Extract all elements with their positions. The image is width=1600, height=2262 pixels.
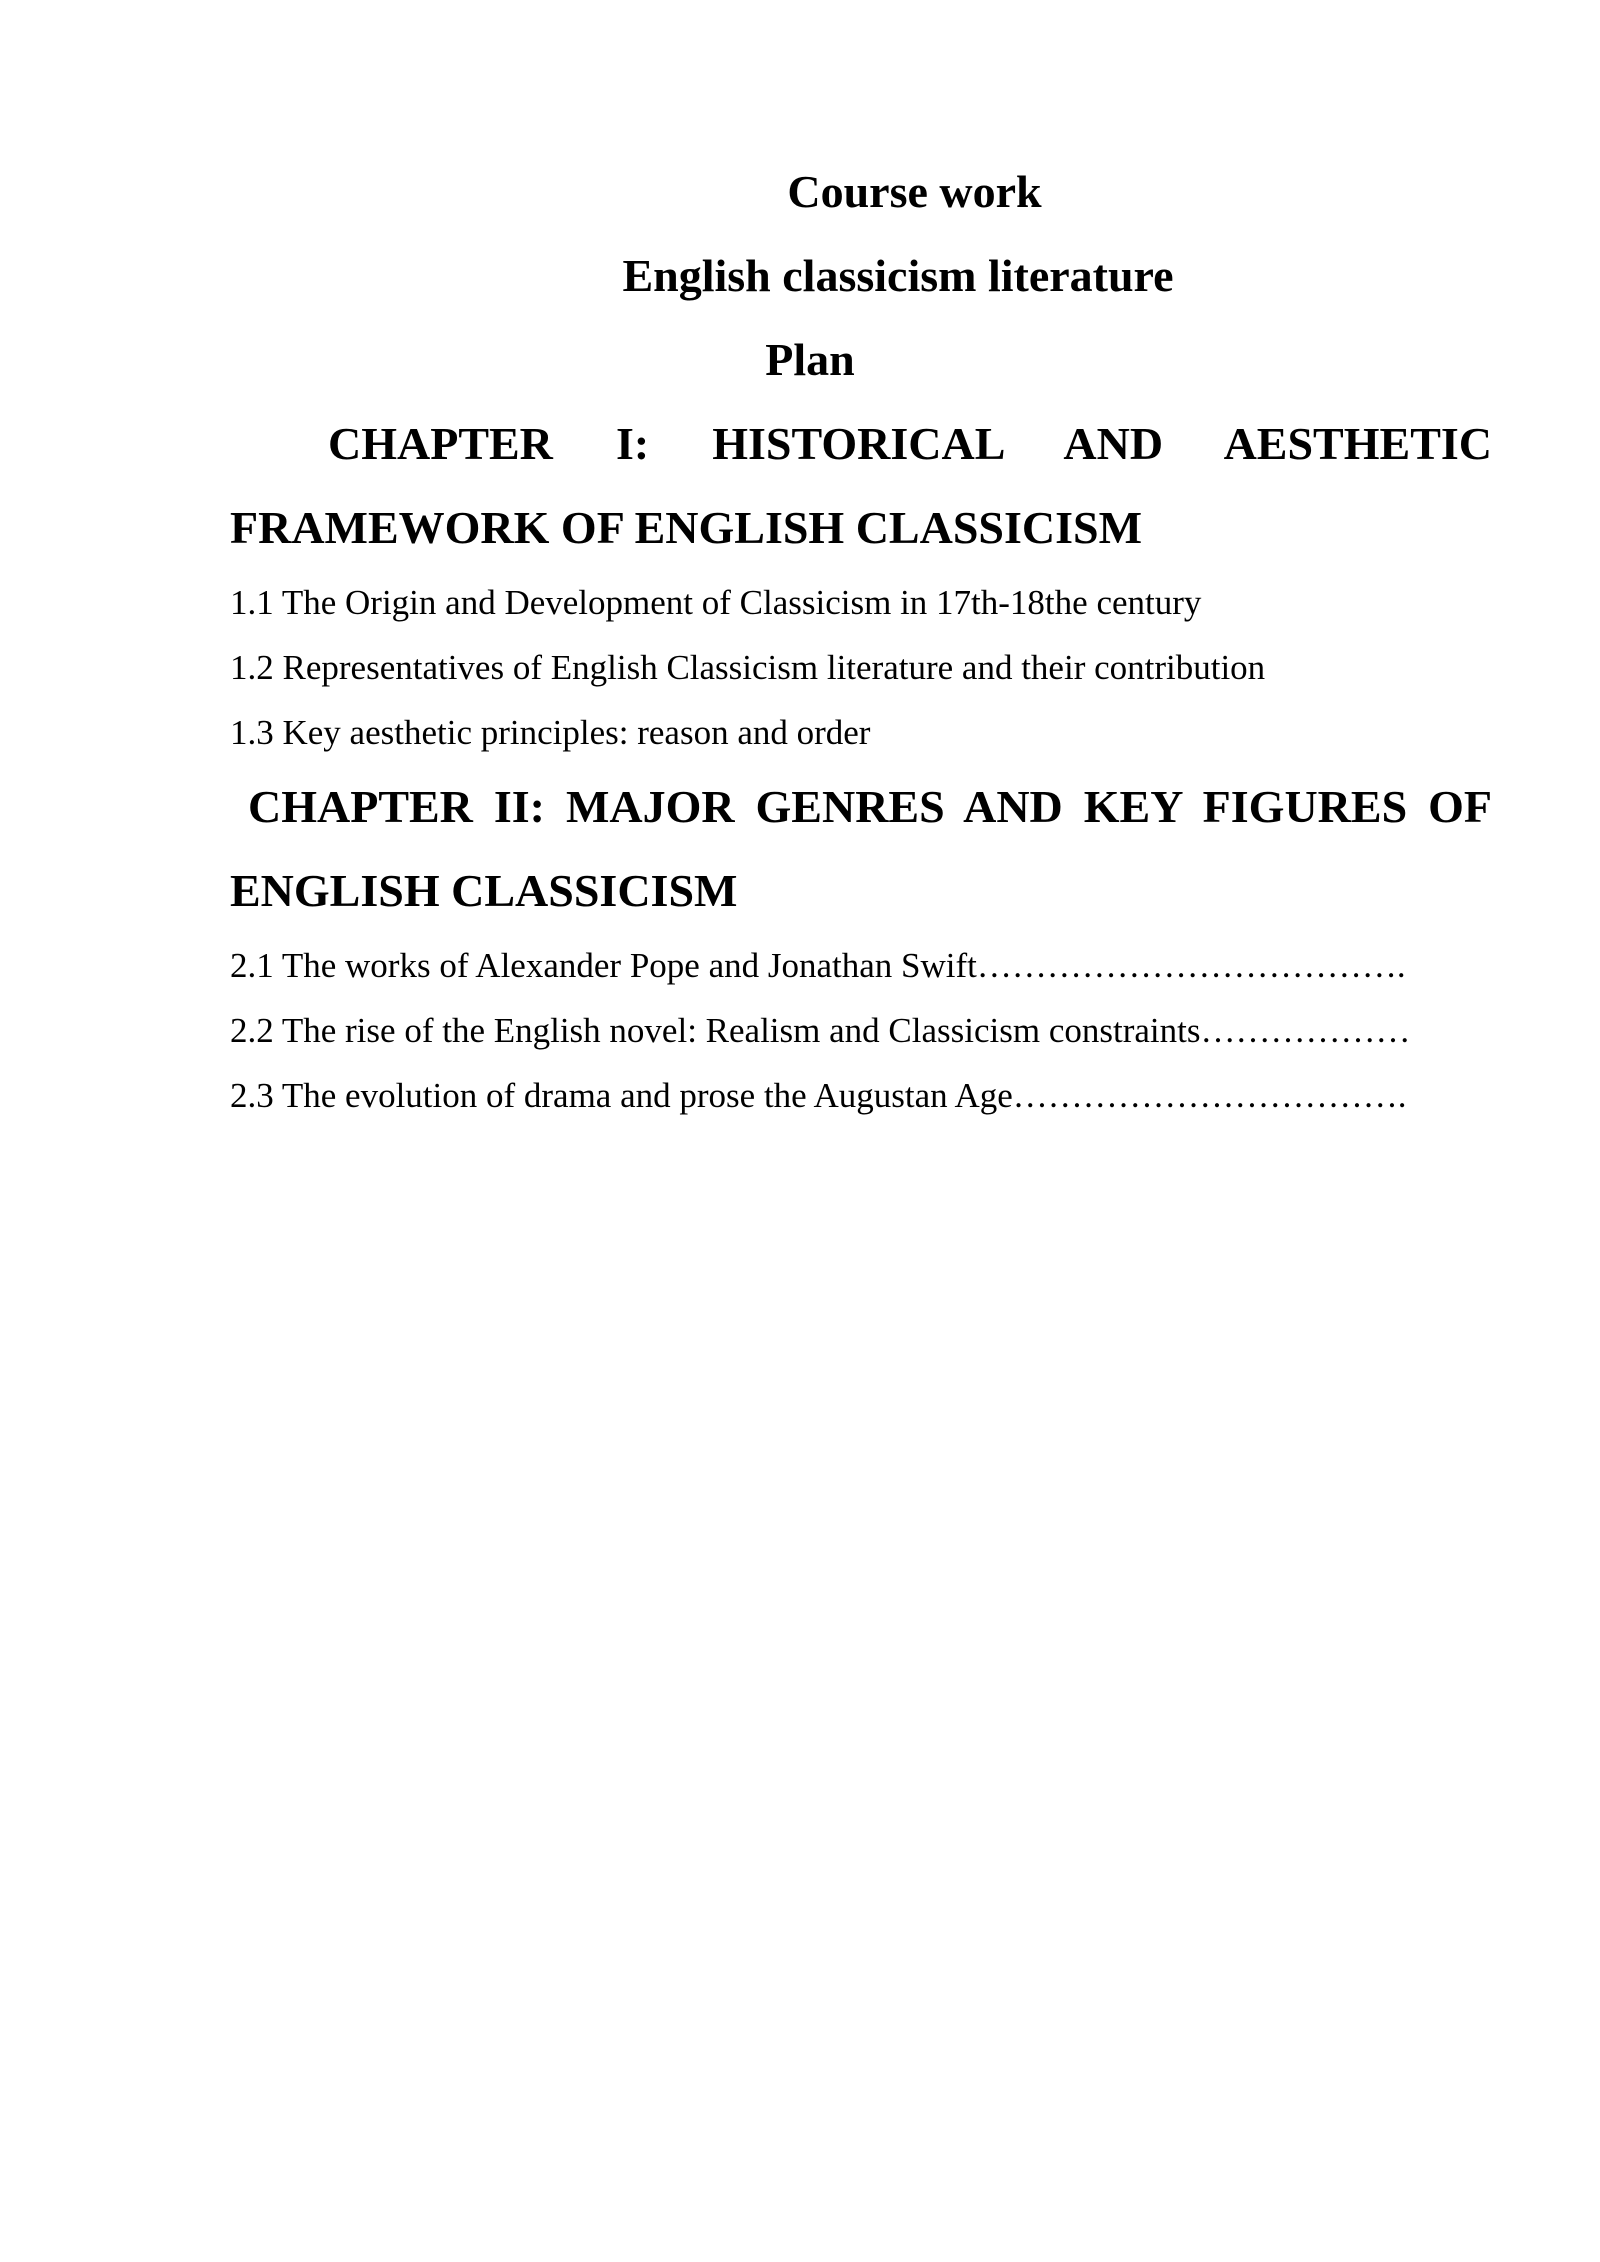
plan-heading: Plan bbox=[765, 334, 855, 385]
plan-item: 2.2 The rise of the English novel: Realism and Classicism constraints……………… bbox=[230, 1011, 1411, 1050]
chapter-heading: CHAPTER II: MAJOR GENRES AND KEY FIGURES OF ENGLISH CLASSICISM bbox=[230, 781, 1492, 916]
plan-item: 1.3 Key aesthetic principles: reason and order bbox=[230, 713, 871, 752]
plan-item: 2.3 The evolution of drama and prose the Augustan Age……………………………. bbox=[230, 1076, 1407, 1115]
document-subtitle: English classicism literature bbox=[622, 250, 1174, 301]
plan-item: 1.1 The Origin and Development of Classicism in 17th-18the century bbox=[230, 583, 1202, 622]
plan-item: 1.2 Representatives of English Classicism literature and their contribution bbox=[230, 648, 1266, 687]
document-title: Course work bbox=[787, 166, 1042, 217]
chapter-heading: CHAPTER I: HISTORICAL AND AESTHETIC FRAMEWORK OF ENGLISH CLASSICISM bbox=[230, 418, 1492, 553]
plan-item: 2.1 The works of Alexander Pope and Jonathan Swift………………………………. bbox=[230, 946, 1406, 985]
document-body bbox=[230, 150, 1492, 1128]
